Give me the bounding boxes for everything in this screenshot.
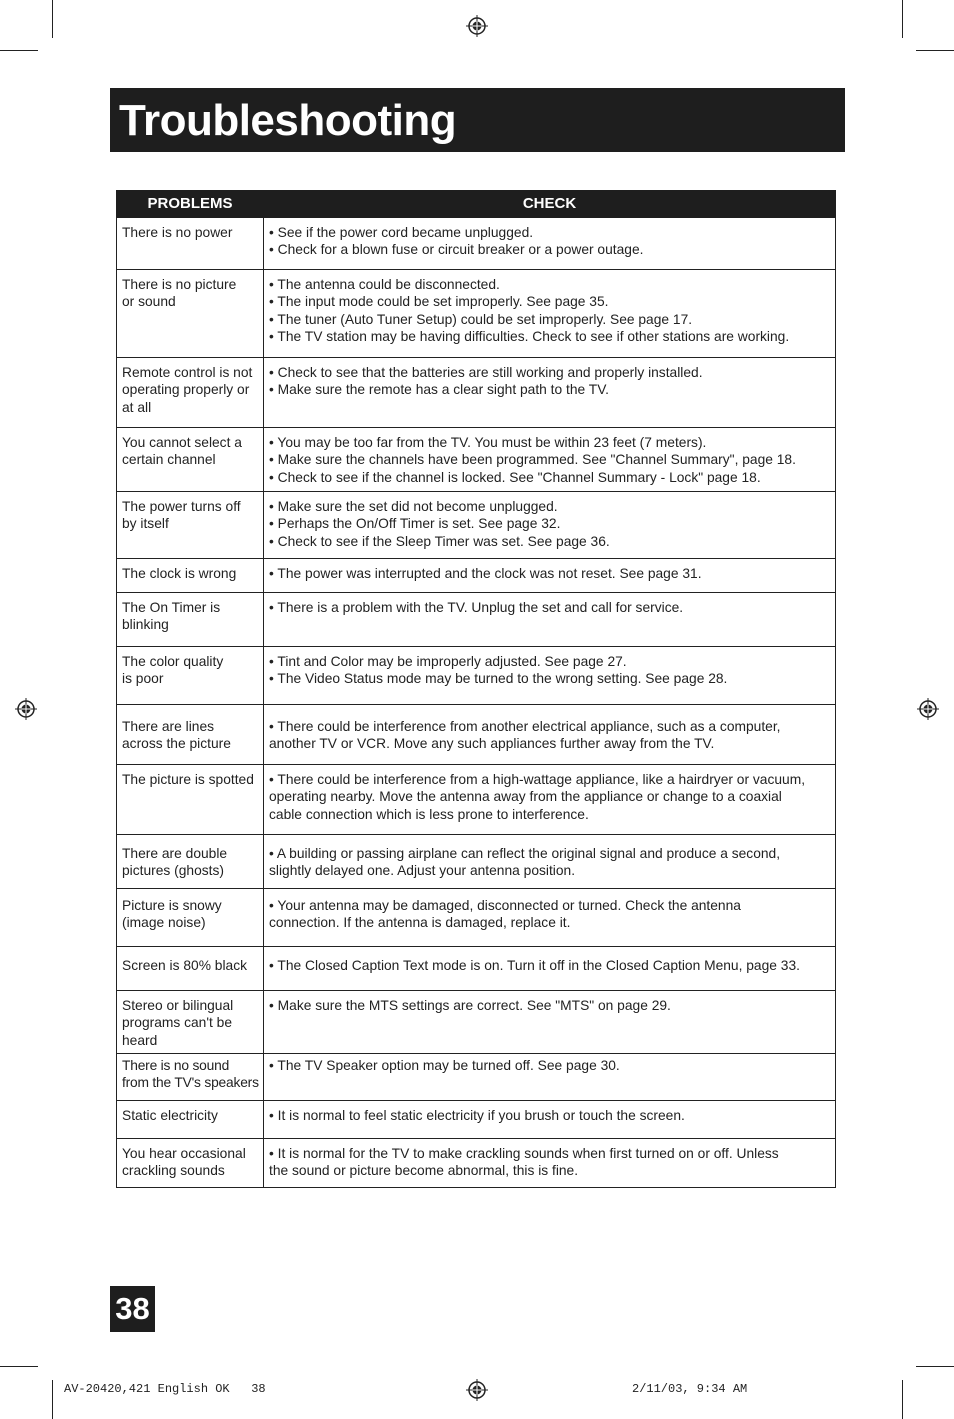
problem-cell: Picture is snowy (image noise) xyxy=(117,889,264,947)
problem-cell: Remote control is not operating properly or at all xyxy=(117,358,264,428)
registration-mark-icon xyxy=(466,15,488,37)
check-cell: • The power was interrupted and the clock was not reset. See page 31. xyxy=(264,559,836,593)
registration-mark-icon xyxy=(15,698,37,720)
table-row xyxy=(117,1054,836,1101)
table-row xyxy=(117,835,836,889)
table-row xyxy=(117,492,836,559)
column-header-check: CHECK xyxy=(264,191,836,218)
crop-mark xyxy=(0,50,38,51)
table-row xyxy=(117,647,836,705)
problem-cell: There is no picture or sound xyxy=(117,270,264,358)
table-row xyxy=(117,1101,836,1139)
table-row xyxy=(117,358,836,428)
table-row xyxy=(117,889,836,947)
crop-mark xyxy=(916,1366,954,1367)
problem-cell: The power turns off by itself xyxy=(117,492,264,559)
problem-cell: There is no sound from the TV's speakers xyxy=(117,1054,264,1101)
problem-cell: There are double pictures (ghosts) xyxy=(117,835,264,889)
page-title: Troubleshooting xyxy=(119,96,457,145)
title-bar xyxy=(110,88,845,152)
table-row xyxy=(117,593,836,647)
check-cell: • There is a problem with the TV. Unplug the set and call for service. xyxy=(264,593,836,647)
check-cell: • You may be too far from the TV. You must be within 23 feet (7 meters). • Make sure the channels have been programmed. See "Channel Summary", page 18. • Check to see if the channel is locked. See "Channel Summary - Lock" page 18. xyxy=(264,428,836,492)
crop-mark xyxy=(902,1380,903,1419)
check-cell: • The antenna could be disconnected. • The input mode could be set improperly. See page 35. • The tuner (Auto Tuner Setup) could be set improperly. See page 17. • The TV station may be having difficulties. Check to see if other stations are working. xyxy=(264,270,836,358)
check-cell: • It is normal to feel static electricity if you brush or touch the screen. xyxy=(264,1101,836,1139)
troubleshooting-table xyxy=(116,190,836,1188)
table-row xyxy=(117,947,836,991)
crop-mark xyxy=(0,1366,38,1367)
table-row xyxy=(117,270,836,358)
table-row xyxy=(117,705,836,765)
crop-mark xyxy=(52,0,53,38)
table-row xyxy=(117,1139,836,1188)
check-cell: • The Closed Caption Text mode is on. Turn it off in the Closed Caption Menu, page 33. xyxy=(264,947,836,991)
column-header-problems: PROBLEMS xyxy=(117,191,264,218)
problem-cell: The color quality is poor xyxy=(117,647,264,705)
check-cell: • There could be interference from another electrical appliance, such as a computer, another TV or VCR. Move any such appliances further away from the TV. xyxy=(264,705,836,765)
check-cell: • It is normal for the TV to make crackling sounds when first turned on or off. Unless the sound or picture become abnormal, this is fine. xyxy=(264,1139,836,1188)
footer-slug-left: AV-20420,421 English OK 38 xyxy=(64,1382,266,1396)
check-cell: • Tint and Color may be improperly adjusted. See page 27. • The Video Status mode may be turned to the wrong setting. See page 28. xyxy=(264,647,836,705)
problem-cell: There is no power xyxy=(117,218,264,270)
problem-cell: The picture is spotted xyxy=(117,765,264,835)
table-header-row xyxy=(117,191,836,218)
problem-cell: The clock is wrong xyxy=(117,559,264,593)
crop-mark xyxy=(902,0,903,38)
check-cell: • See if the power cord became unplugged. • Check for a blown fuse or circuit breaker or a power outage. xyxy=(264,218,836,270)
problem-cell: The On Timer is blinking xyxy=(117,593,264,647)
check-cell: • The TV Speaker option may be turned off. See page 30. xyxy=(264,1054,836,1101)
footer-slug-right: 2/11/03, 9:34 AM xyxy=(632,1382,748,1396)
table-row xyxy=(117,559,836,593)
table-row xyxy=(117,218,836,270)
problem-cell: You hear occasional crackling sounds xyxy=(117,1139,264,1188)
problem-cell: You cannot select a certain channel xyxy=(117,428,264,492)
check-cell: • Check to see that the batteries are still working and properly installed. • Make sure the remote has a clear sight path to the TV. xyxy=(264,358,836,428)
check-cell: • Your antenna may be damaged, disconnected or turned. Check the antenna connection. If the antenna is damaged, replace it. xyxy=(264,889,836,947)
check-cell: • Make sure the MTS settings are correct. See "MTS" on page 29. xyxy=(264,991,836,1054)
check-cell: • There could be interference from a high-wattage appliance, like a hairdryer or vacuum, operating nearby. Move the antenna away from the appliance or change to a coaxial cable connection which is less prone to interference. xyxy=(264,765,836,835)
table-row xyxy=(117,428,836,492)
check-cell: • A building or passing airplane can reflect the original signal and produce a second, slightly delayed one. Adjust your antenna position. xyxy=(264,835,836,889)
check-cell: • Make sure the set did not become unplugged. • Perhaps the On/Off Timer is set. See page 32. • Check to see if the Sleep Timer was set. See page 36. xyxy=(264,492,836,559)
page-number: 38 xyxy=(110,1286,155,1332)
problem-cell: Static electricity xyxy=(117,1101,264,1139)
registration-mark-icon xyxy=(917,698,939,720)
problem-cell: There are lines across the picture xyxy=(117,705,264,765)
registration-mark-icon xyxy=(466,1379,488,1401)
table-row xyxy=(117,991,836,1054)
problem-cell: Screen is 80% black xyxy=(117,947,264,991)
problem-cell: Stereo or bilingual programs can't be heard xyxy=(117,991,264,1054)
crop-mark xyxy=(52,1380,53,1419)
table-row xyxy=(117,765,836,835)
crop-mark xyxy=(916,50,954,51)
